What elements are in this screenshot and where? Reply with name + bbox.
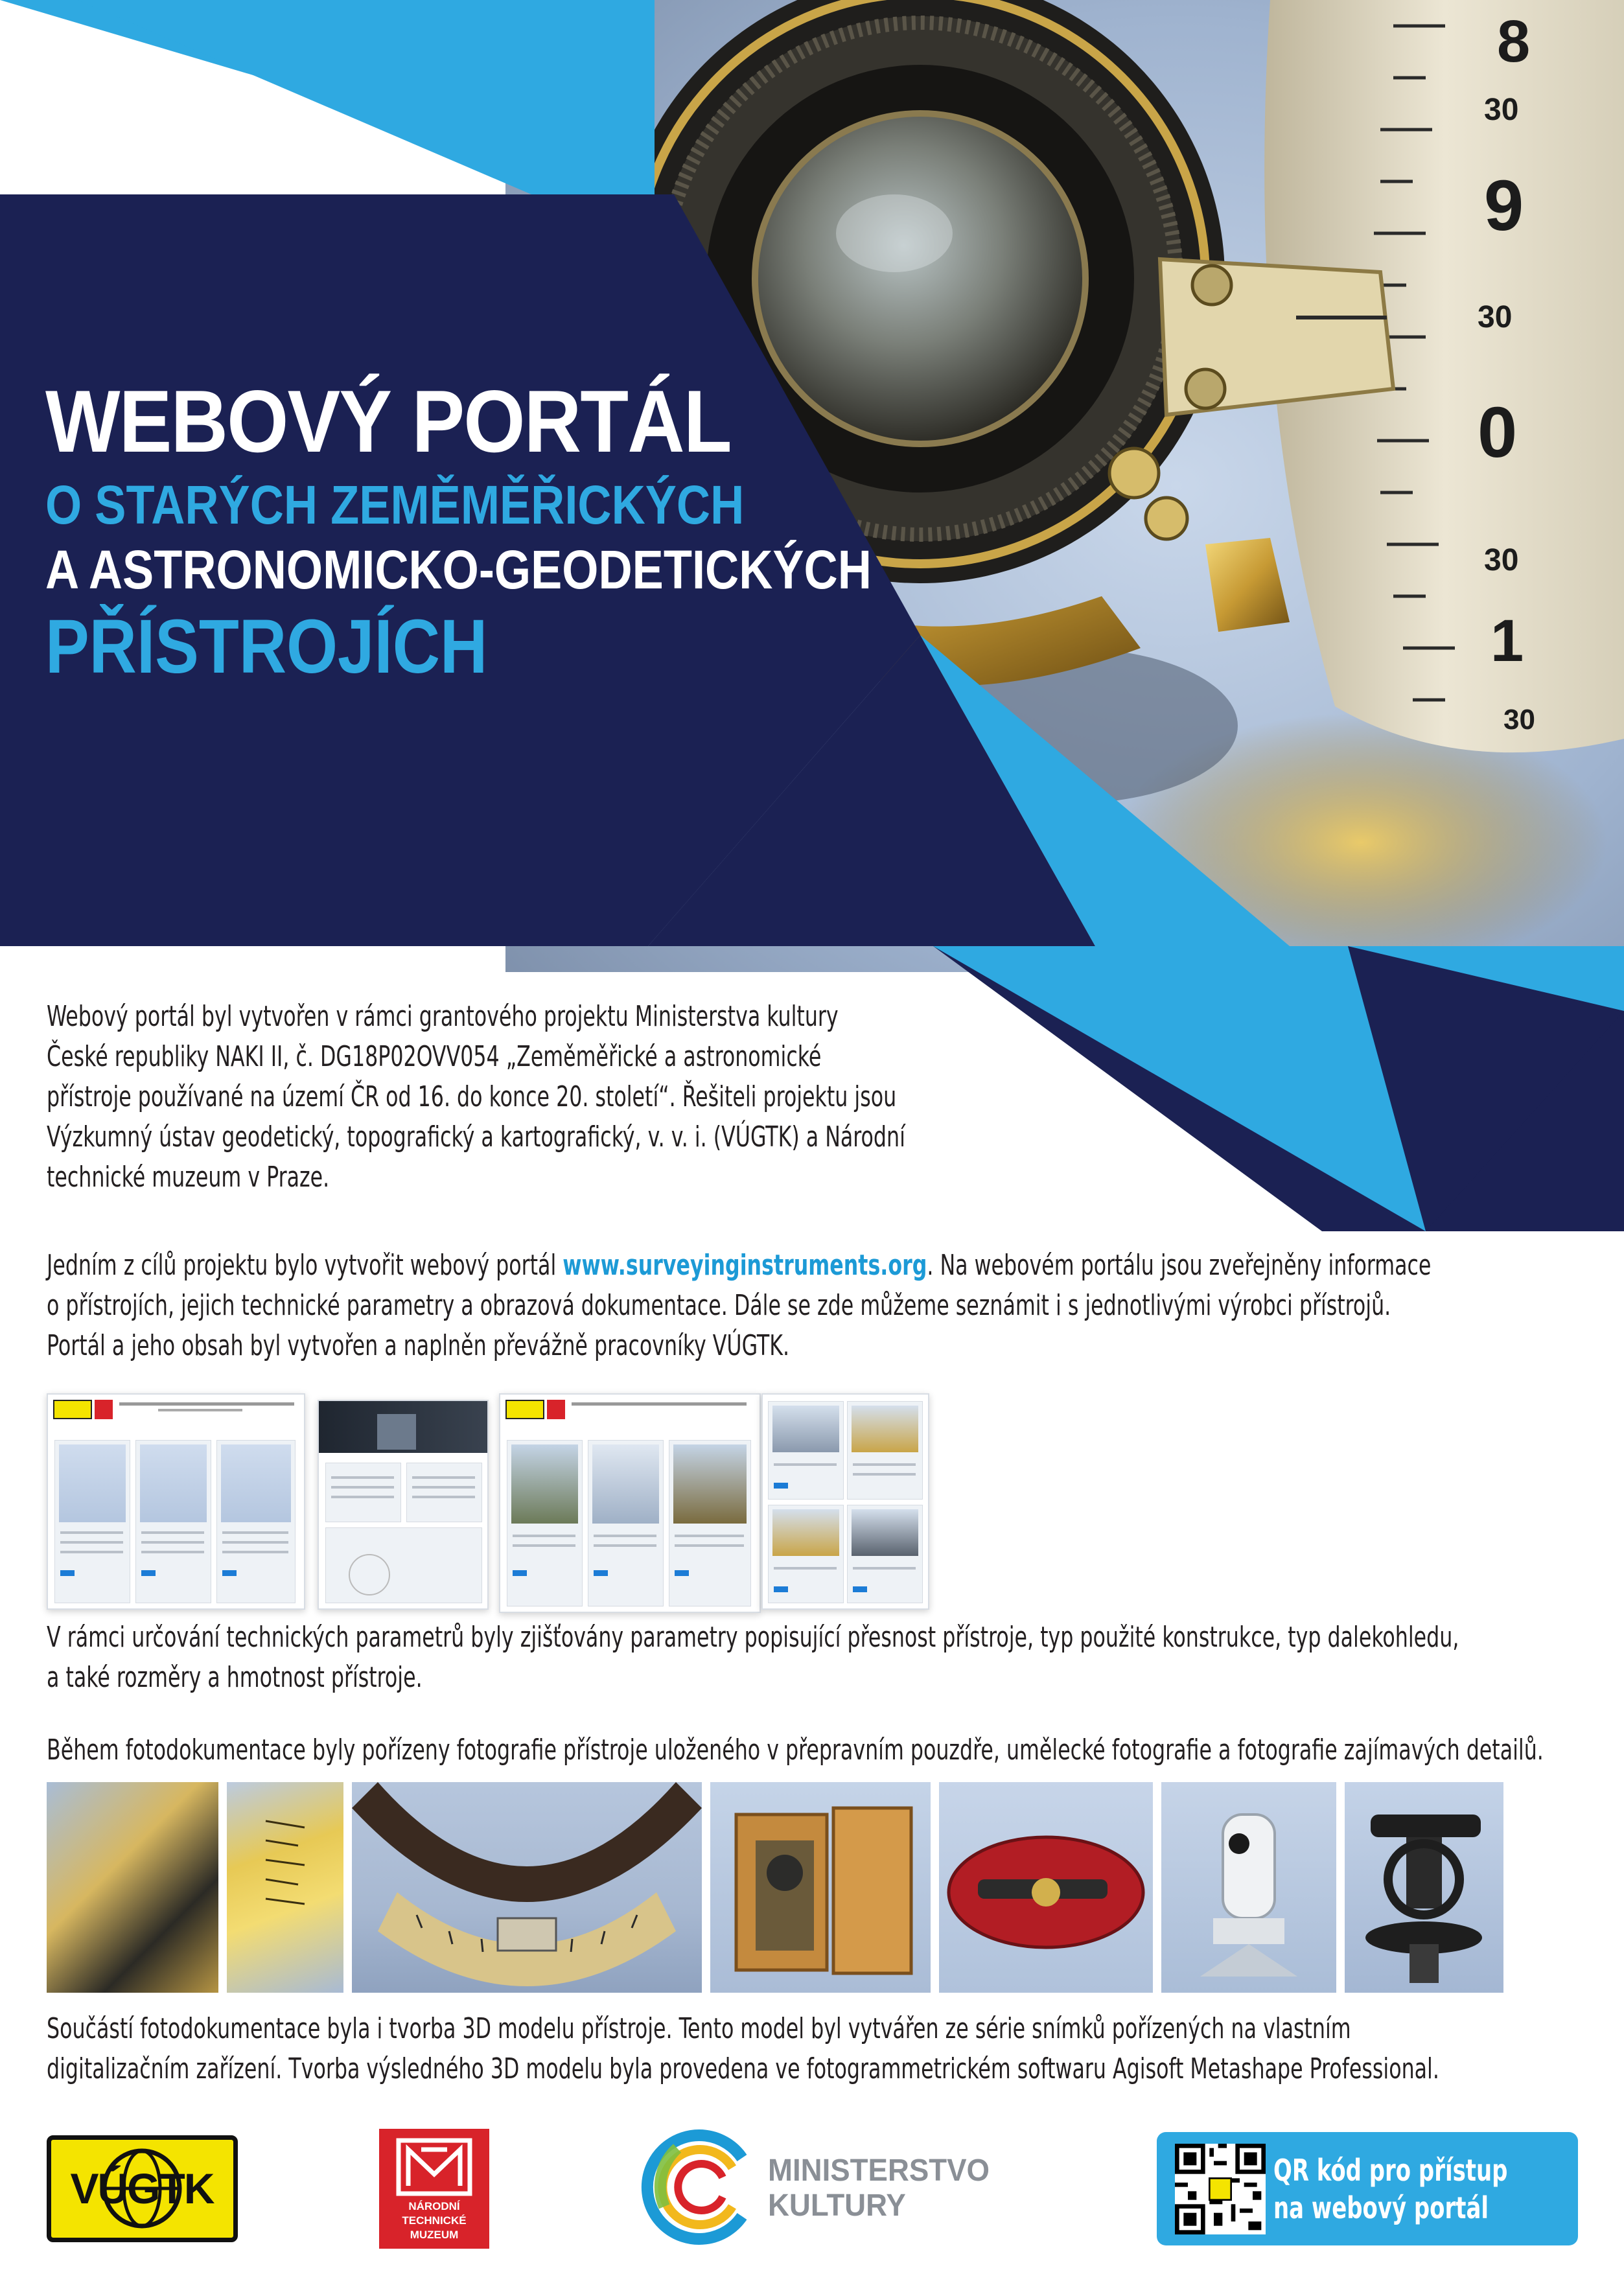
mk-line-1: MINISTERSTVO	[768, 2153, 990, 2188]
card-tile	[768, 1401, 844, 1500]
params-line-2: a také rozměry a hmotnost přístroje.	[47, 1661, 423, 1694]
vugtk-globe-icon	[51, 2140, 233, 2238]
portal-screenshot	[761, 1393, 929, 1610]
ntm-logo	[379, 2129, 489, 2249]
intro-line: přístroje používané na území ČR od 16. do konce 20. století“. Řešiteli projektu jsou	[47, 1080, 897, 1113]
goal-paragraph	[47, 1246, 1550, 1366]
card-tile	[768, 1505, 844, 1603]
photodoc-paragraph	[47, 1730, 1602, 1770]
dial-number: 30	[1484, 543, 1519, 577]
goal-text: Jedním z cílů projektu bylo vytvořit webový portál	[47, 1249, 563, 1282]
card-tile	[216, 1440, 296, 1603]
goal-line-3: Portál a jeho obsah byl vytvořen a naplněn převážně pracovníky VÚGTK.	[47, 1329, 790, 1362]
intro-line: technické muzeum v Praze.	[47, 1161, 330, 1194]
intro-line: České republiky NAKI II, č. DG18P02OVV054 „Zeměměřické a astronomické	[47, 1040, 822, 1073]
mk-wordmark	[768, 2153, 990, 2223]
model3d-line-1: Součástí fotodokumentace byla i tvorba 3D modelu přístroje. Tento model byl vytvářen ze série snímků pořízených na vlastním	[47, 2012, 1351, 2045]
goal-line-1	[47, 1246, 1550, 1286]
dial-number: 8	[1497, 8, 1531, 75]
card-tile	[325, 1527, 482, 1603]
model3d-line-2: digitalizačním zařízení. Tvorba výsledného 3D modelu byla provedena ve fotogrammetrickém softwaru Agisoft Metashape Professional.	[47, 2052, 1439, 2085]
dial-number: 1	[1491, 608, 1524, 674]
qr-caption[interactable]	[1273, 2151, 1507, 2227]
ntm-line-1: NÁRODNÍ	[408, 2200, 460, 2212]
mini-heading	[119, 1402, 294, 1406]
card-tile	[135, 1440, 211, 1603]
photo-case-open	[710, 1782, 931, 1993]
ntm-line-3: MUZEUM	[410, 2229, 459, 2241]
vugtk-logo-text: VÚGTK	[70, 2164, 214, 2212]
intro-paragraph	[47, 997, 1084, 1198]
dial-number: 0	[1478, 393, 1518, 472]
ministerstvo-kultury-logo	[638, 2122, 1027, 2252]
vugtk-mini-logo	[53, 1400, 92, 1419]
card-tile	[507, 1440, 583, 1606]
scale-detail-graphic	[227, 1782, 343, 1993]
goal-line-2: o přístrojích, jejich technické parametry a obrazová dokumentace. Dále se zde můžeme seznámit i s jednotlivými výrobci přístrojů.	[47, 1289, 1391, 1322]
card-tile	[669, 1440, 751, 1606]
photo-detail-2	[227, 1782, 343, 1993]
dial-number: 9	[1484, 166, 1524, 246]
card-tile	[54, 1440, 130, 1603]
ntm-mini-logo	[95, 1400, 113, 1419]
ntm-mini-logo	[547, 1400, 565, 1419]
dial-number: 30	[1484, 93, 1519, 127]
ntm-emblem-icon	[379, 2129, 489, 2249]
white-instrument-graphic	[1161, 1782, 1336, 1993]
theodolite-graphic	[1345, 1782, 1503, 1993]
photo-detail-1	[47, 1782, 218, 1993]
photo-detail-3	[352, 1782, 702, 1993]
intro-line: Webový portál byl vytvořen v rámci grantového projektu Ministerstva kultury	[47, 1000, 839, 1033]
arc-scale-graphic	[352, 1782, 702, 1993]
photodoc-line-1: Během fotodokumentace byly pořízeny fotografie přístroje uloženého v přepravním pouzdře, umělecké fotografie a fotografie zajímavých detailů.	[47, 1734, 1544, 1767]
mini-heading	[158, 1409, 242, 1411]
photo-case-red	[939, 1782, 1153, 1993]
mk-line-2: KULTURY	[768, 2188, 906, 2223]
title-line-2: O STARÝCH ZEMĚMĚŘICKÝCH	[45, 474, 745, 536]
goal-text: . Na webovém portálu jsou zveřejněny informace	[927, 1249, 1432, 1282]
params-line-1: V rámci určování technických parametrů byly zjišťovány parametry popisující přesnost přístroje, typ použité konstrukce, typ dalekohledu,	[47, 1621, 1459, 1654]
intro-line: Výzkumný ústav geodetický, topografický a kartografický, v. v. i. (VÚGTK) a Národní	[47, 1120, 905, 1154]
dial-number: 30	[1503, 704, 1535, 736]
mk-emblem-icon	[638, 2122, 768, 2252]
card-tile	[406, 1463, 482, 1522]
mini-heading	[572, 1402, 747, 1406]
title-block	[45, 369, 1017, 692]
vugtk-mini-logo	[505, 1400, 544, 1419]
card-tile	[847, 1401, 923, 1500]
portal-screenshot	[499, 1393, 761, 1613]
qr-caption-line-1: QR kód pro přístup	[1273, 2153, 1508, 2188]
portal-screenshot	[47, 1393, 305, 1610]
card-tile	[588, 1440, 664, 1606]
qr-box[interactable]	[1157, 2132, 1578, 2245]
photo-instrument-white	[1161, 1782, 1336, 1993]
vugtk-logo	[47, 2135, 238, 2242]
title-line-3: A ASTRONOMICKO-GEODETICKÝCH	[45, 539, 872, 600]
ntm-line-2: TECHNICKÉ	[402, 2214, 467, 2227]
qr-caption-line-2: na webový portál	[1273, 2190, 1489, 2225]
params-paragraph	[47, 1618, 1602, 1698]
wooden-case-graphic	[710, 1782, 931, 1993]
mini-photo	[377, 1414, 416, 1450]
red-case-graphic	[939, 1782, 1153, 1993]
photo-theodolite	[1345, 1782, 1503, 1993]
model3d-paragraph	[47, 2009, 1602, 2089]
title-line-1: WEBOVÝ PORTÁL	[45, 372, 731, 470]
portal-link[interactable]: www.surveyinginstruments.org	[563, 1249, 927, 1282]
title-line-4: PŘÍSTROJÍCH	[45, 603, 488, 690]
portal-screenshot	[318, 1400, 489, 1610]
card-tile	[847, 1505, 923, 1603]
dial-number: 30	[1478, 300, 1513, 334]
card-tile	[325, 1463, 401, 1522]
qr-code-icon[interactable]	[1175, 2144, 1266, 2234]
